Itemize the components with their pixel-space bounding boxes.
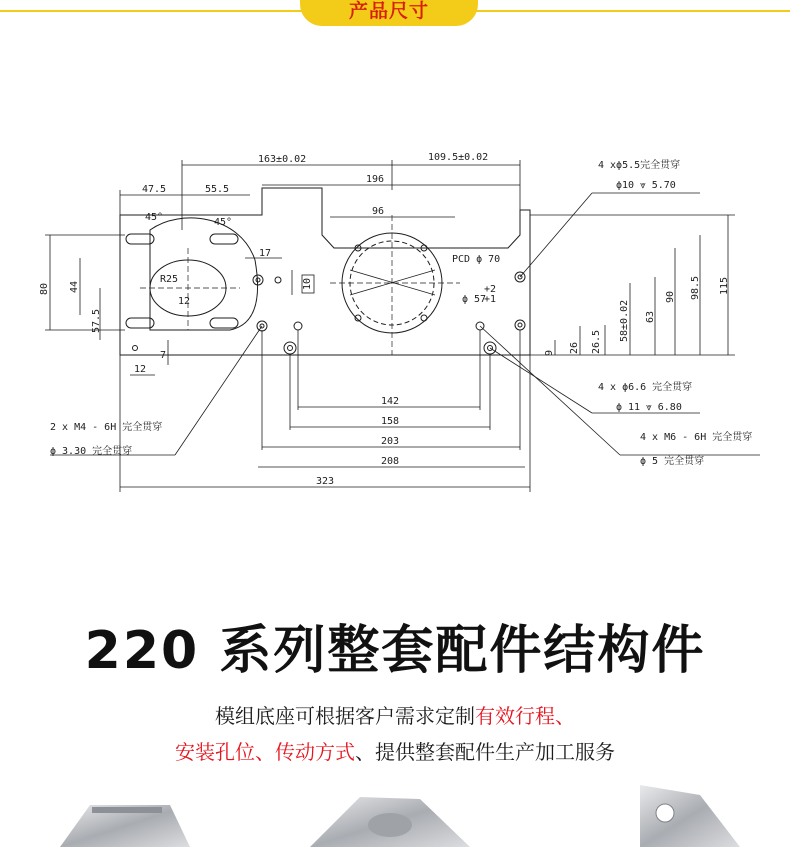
dim-label: 142 (381, 396, 400, 407)
note-text: 4 x M6 - 6H 完全贯穿 (640, 432, 753, 443)
note-text: ϕ 11 ⩔ 6.80 (616, 402, 682, 413)
dim-label: 58±0.02 (619, 299, 630, 342)
dim-label: 98.5 (690, 275, 701, 300)
dim-label: 115 (719, 276, 730, 295)
dim-label: 45° (145, 212, 164, 223)
description-line-1 (0, 700, 790, 729)
description-text: 模组底座可根据客户需求定制 (215, 704, 475, 728)
dim-label: 26.5 (591, 329, 602, 354)
description-line-2 (0, 736, 790, 765)
product-photos (0, 785, 790, 847)
dim-label: 12 (178, 296, 191, 307)
dim-label: 57.5 (91, 308, 102, 333)
dim-label: 7 (160, 350, 167, 361)
dim-label: +1 (484, 294, 497, 305)
note-text: 2 x M4 - 6H 完全贯穿 (50, 422, 163, 433)
dim-label: 158 (381, 416, 400, 427)
series-heading: 220 系列整套配件结构件 (84, 621, 706, 681)
dim-label: PCD ϕ 70 (452, 254, 501, 265)
dim-label: 10 (302, 277, 313, 290)
dim-label: 63 (645, 310, 656, 323)
description-highlight: 有效行程、 (475, 704, 575, 728)
dim-label: 45° (214, 217, 233, 228)
dim-label: 208 (381, 456, 400, 467)
dim-label: 96 (372, 206, 385, 217)
technical-drawing (0, 130, 790, 510)
note-text: 4 xϕ5.5完全贯穿 (598, 160, 681, 171)
dim-label: 12 (134, 364, 147, 375)
dim-label: ϕ 57 (462, 294, 487, 305)
dim-label: 163±0.02 (258, 154, 307, 165)
dim-label: 196 (366, 174, 385, 185)
dim-label: 203 (381, 436, 400, 447)
dim-label: R25 (160, 274, 179, 285)
dim-label: +2 (484, 284, 497, 295)
dim-label: 47.5 (142, 184, 167, 195)
dim-label: 323 (316, 476, 335, 487)
dim-label: 26 (569, 341, 580, 354)
note-text: ϕ10 ⩔ 5.70 (616, 180, 676, 191)
description-highlight: 安装孔位、传动方式 (175, 740, 355, 764)
description-text: 、提供整套配件生产加工服务 (355, 740, 615, 764)
dim-label: 17 (259, 248, 272, 259)
dim-label: 44 (69, 280, 80, 293)
dim-label: 90 (665, 290, 676, 303)
section-tab (300, 0, 478, 26)
product-photo-bracket (640, 785, 740, 847)
note-text: ϕ 3.30 完全贯穿 (50, 446, 133, 457)
note-text: 4 x ϕ6.6 完全贯穿 (598, 382, 693, 393)
dim-label: 80 (39, 282, 50, 295)
dimension-labels (39, 152, 730, 487)
note-text: ϕ 5 完全贯穿 (640, 456, 705, 467)
section-title: 产品尺寸 (348, 0, 429, 22)
dim-label: 109.5±0.02 (428, 152, 489, 163)
dim-label: 55.5 (205, 184, 230, 195)
dim-label: 9 (544, 349, 555, 356)
